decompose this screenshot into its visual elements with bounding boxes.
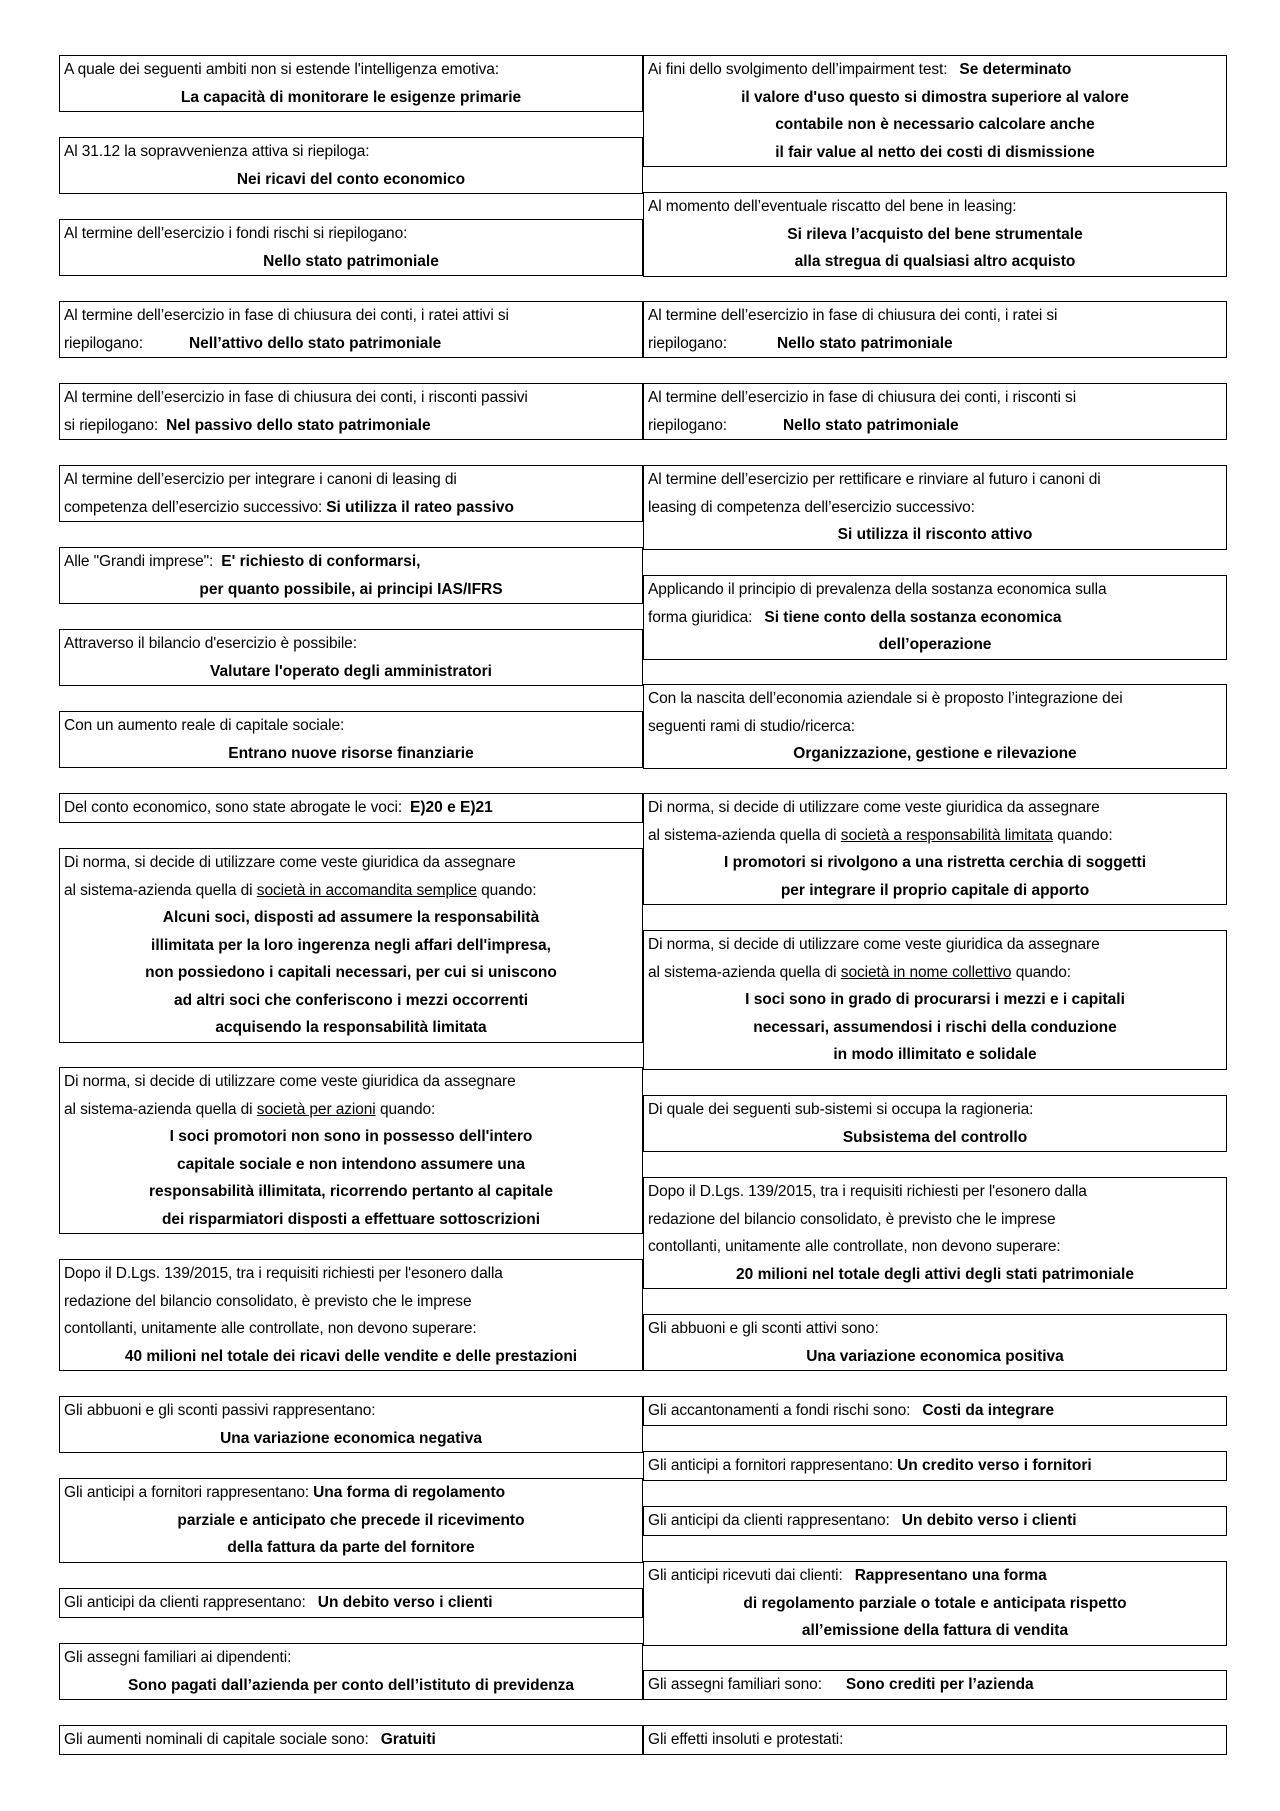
- answer-text: alla stregua di qualsiasi altro acquisto: [794, 253, 1076, 270]
- question-line: [644, 193, 1226, 221]
- answer-text: all’emissione della fattura di vendita: [801, 1622, 1069, 1639]
- answer-line: [644, 1590, 1226, 1618]
- question-line: [644, 794, 1226, 822]
- answer-text: Nel passivo dello stato patrimoniale: [166, 416, 431, 434]
- answer-text: il valore d'uso questo si dimostra superiore al valore: [741, 88, 1129, 106]
- qa-box: [59, 629, 643, 686]
- question-text: Gli accantonamenti a fondi rischi sono:: [648, 1402, 911, 1419]
- question-text: quando:: [1057, 826, 1113, 844]
- qa-box: [59, 1067, 643, 1234]
- answer-line: [644, 1343, 1226, 1371]
- qa-box: [643, 793, 1227, 905]
- qa-box: [643, 1095, 1227, 1152]
- question-line: [60, 630, 642, 658]
- question-text: Alle "Grandi imprese":: [64, 553, 214, 570]
- question-line: [644, 384, 1226, 412]
- answer-text: Nello stato patrimoniale: [263, 252, 439, 270]
- question-text: seguenti rami di studio/ricerca:: [648, 717, 856, 735]
- question-line: [644, 576, 1226, 604]
- answer-line: [644, 1041, 1226, 1069]
- question-line: [644, 1562, 1226, 1590]
- underlined-term: società a responsabilità limitata: [840, 826, 1053, 844]
- question-text: Di norma, si decide di utilizzare come veste giuridica da assegnare: [64, 854, 516, 871]
- answer-text: Sono pagati dall’azienda per conto dell’istituto di previdenza: [127, 1676, 575, 1694]
- qa-box: [643, 930, 1227, 1070]
- question-text: Gli assegni familiari sono:: [648, 1676, 822, 1693]
- question-text: Gli assegni familiari ai dipendenti:: [64, 1649, 292, 1666]
- question-line: [644, 1096, 1226, 1124]
- question-line: [60, 412, 642, 440]
- question-text: riepilogano:: [64, 334, 143, 352]
- answer-line: [60, 1507, 642, 1535]
- qa-box: [59, 55, 643, 112]
- question-line: [60, 138, 642, 166]
- answer-text: parziale e anticipato che precede il ricevimento: [177, 1511, 525, 1529]
- question-line: [644, 466, 1226, 494]
- answer-text: per quanto possibile, ai principi IAS/IFRS: [199, 580, 503, 598]
- question-line: [644, 1507, 1226, 1535]
- question-text: leasing di competenza dell’esercizio successivo:: [648, 498, 975, 516]
- question-text: Al termine dell’esercizio in fase di chiusura dei conti, i ratei attivi si: [64, 307, 509, 324]
- answer-line: [644, 1014, 1226, 1042]
- qa-box: [59, 1725, 643, 1755]
- question-line: [644, 494, 1226, 522]
- answer-line: [644, 1617, 1226, 1645]
- question-text: al sistema-azienda quella di: [64, 1100, 253, 1118]
- answer-text: Gratuiti: [380, 1731, 436, 1748]
- question-line: [60, 877, 642, 905]
- answer-text: Un debito verso i clienti: [317, 1594, 493, 1611]
- answer-text: capitale sociale e non intendono assumere una: [177, 1155, 525, 1173]
- qa-box: [643, 192, 1227, 277]
- qa-box: [643, 1314, 1227, 1371]
- answer-text: Si utilizza il risconto attivo: [837, 526, 1033, 543]
- qa-box: [643, 301, 1227, 358]
- qa-box: [59, 1396, 643, 1453]
- answer-text: Organizzazione, gestione e rilevazione: [793, 745, 1077, 762]
- answer-text: della fattura da parte del fornitore: [227, 1539, 475, 1556]
- qa-box: [643, 1725, 1227, 1755]
- question-line: [644, 1726, 1226, 1754]
- answer-line: [60, 1672, 642, 1700]
- question-text: Di norma, si decide di utilizzare come veste giuridica da assegnare: [648, 799, 1100, 816]
- answer-text: Si rileva l’acquisto del bene strumentale: [787, 225, 1083, 243]
- answer-text: Se determinato: [959, 61, 1072, 78]
- question-line: [60, 1288, 642, 1316]
- answer-text: acquisendo la responsabilità limitata: [215, 1019, 487, 1036]
- question-line: [60, 1260, 642, 1288]
- question-text: al sistema-azienda quella di: [648, 963, 837, 981]
- question-line: [60, 56, 642, 84]
- answer-text: Una variazione economica positiva: [806, 1347, 1064, 1365]
- question-line: [644, 1452, 1226, 1480]
- question-text: quando:: [1015, 963, 1072, 981]
- question-text: contollanti, unitamente alle controllate, non devono superare:: [648, 1238, 1061, 1255]
- question-text: Gli anticipi a fornitori rappresentano:: [648, 1457, 894, 1474]
- answer-line: [60, 1343, 642, 1371]
- answer-text: 40 milioni nel totale dei ricavi delle vendite e delle prestazioni: [124, 1347, 578, 1365]
- question-text: Con la nascita dell’economia aziendale si è proposto l’integrazione dei: [648, 690, 1123, 707]
- question-text: Con un aumento reale di capitale sociale:: [64, 717, 345, 734]
- answer-line: [644, 877, 1226, 905]
- question-text: Applicando il principio di prevalenza della sostanza economica sulla: [648, 581, 1107, 598]
- qa-box: [643, 575, 1227, 660]
- answer-text: E' richiesto di conformarsi,: [221, 553, 421, 570]
- qa-box: [643, 383, 1227, 440]
- qa-box: [59, 547, 643, 604]
- question-line: [644, 685, 1226, 713]
- answer-line: [644, 221, 1226, 249]
- question-text: Al termine dell’esercizio i fondi rischi si riepilogano:: [64, 225, 408, 242]
- question-line: [644, 604, 1226, 632]
- answer-text: responsabilità illimitata, ricorrendo pertanto al capitale: [149, 1183, 553, 1200]
- qa-box: [59, 1588, 643, 1618]
- question-line: [644, 302, 1226, 330]
- answer-text: Nei ricavi del conto economico: [236, 170, 466, 188]
- answer-line: [60, 1151, 642, 1179]
- question-text: Al termine dell’esercizio per rettificare e rinviare al futuro i canoni di: [648, 471, 1101, 488]
- qa-box: [59, 1478, 643, 1563]
- question-line: [644, 1671, 1226, 1699]
- question-text: Gli abbuoni e gli sconti attivi sono:: [648, 1320, 879, 1337]
- answer-text: Subsistema del controllo: [842, 1128, 1028, 1146]
- answer-text: 20 milioni nel totale degli attivi degli stati patrimoniale: [736, 1265, 1134, 1283]
- question-line: [60, 1589, 642, 1617]
- question-text: A quale dei seguenti ambiti non si estende l'intelligenza emotiva:: [64, 61, 499, 78]
- qa-box: [643, 1396, 1227, 1426]
- qa-box: [643, 1451, 1227, 1481]
- qa-box: [59, 711, 643, 768]
- answer-text: Un credito verso i fornitori: [897, 1457, 1092, 1474]
- question-text: riepilogano:: [648, 416, 727, 434]
- answer-line: [60, 84, 642, 112]
- question-line: [644, 822, 1226, 850]
- question-text: Gli anticipi da clienti rappresentano:: [64, 1594, 306, 1611]
- question-text: redazione del bilancio consolidato, è previsto che le imprese: [64, 1292, 472, 1310]
- answer-line: [644, 631, 1226, 659]
- question-text: redazione del bilancio consolidato, è previsto che le imprese: [648, 1210, 1056, 1228]
- answer-text: Una variazione economica negativa: [220, 1429, 482, 1447]
- qa-box: [643, 1177, 1227, 1289]
- answer-line: [60, 658, 642, 686]
- answer-text: il fair value al netto dei costi di dismissione: [775, 143, 1095, 161]
- answer-text: I soci sono in grado di procurarsi i mezzi e i capitali: [745, 991, 1125, 1008]
- answer-line: [644, 139, 1226, 167]
- answer-text: illimitata per la loro ingerenza negli affari dell'impresa,: [151, 936, 551, 954]
- qa-box: [59, 1259, 643, 1371]
- answer-line: [60, 959, 642, 987]
- answer-text: ad altri soci che conferiscono i mezzi occorrenti: [173, 991, 529, 1009]
- question-line: [60, 302, 642, 330]
- answer-text: Valutare l'operato degli amministratori: [210, 662, 492, 680]
- question-text: Gli anticipi ricevuti dai clienti:: [648, 1567, 843, 1584]
- question-line: [60, 1315, 642, 1343]
- answer-line: [644, 248, 1226, 276]
- answer-text: Una forma di regolamento: [313, 1484, 506, 1501]
- question-text: quando:: [379, 1100, 436, 1118]
- question-line: [644, 1397, 1226, 1425]
- answer-line: [60, 1123, 642, 1151]
- question-text: Al 31.12 la sopravvenienza attiva si riepiloga:: [64, 143, 370, 160]
- qa-box: [59, 137, 643, 194]
- question-line: [60, 794, 642, 822]
- answer-line: [60, 576, 642, 604]
- answer-line: [60, 1425, 642, 1453]
- qa-box: [643, 684, 1227, 769]
- question-text: Al termine dell’esercizio in fase di chiusura dei conti, i risconti si: [648, 389, 1077, 406]
- qa-box: [643, 1506, 1227, 1536]
- question-line: [644, 931, 1226, 959]
- question-text: Gli effetti insoluti e protestati:: [648, 1731, 844, 1748]
- question-text: quando:: [481, 881, 537, 899]
- question-text: Del conto economico, sono state abrogate le voci:: [64, 799, 403, 816]
- question-text: contollanti, unitamente alle controllate, non devono superare:: [64, 1320, 477, 1337]
- answer-text: Alcuni soci, disposti ad assumere la responsabilità: [162, 909, 540, 926]
- qa-box: [59, 1643, 643, 1700]
- question-text: Al termine dell’esercizio per integrare i canoni di leasing di: [64, 471, 457, 488]
- question-text: si riepilogano:: [64, 416, 159, 434]
- answer-text: Un debito verso i clienti: [901, 1512, 1077, 1529]
- answer-text: Entrano nuove risorse finanziarie: [228, 744, 474, 762]
- answer-line: [644, 521, 1226, 549]
- answer-line: [644, 986, 1226, 1014]
- question-text: al sistema-azienda quella di: [64, 881, 253, 899]
- answer-text: per integrare il proprio capitale di apporto: [780, 881, 1090, 899]
- question-line: [644, 56, 1226, 84]
- question-line: [60, 548, 642, 576]
- answer-line: [60, 166, 642, 194]
- answer-line: [60, 932, 642, 960]
- answer-text: Nello stato patrimoniale: [776, 334, 953, 352]
- answer-text: Costi da integrare: [922, 1402, 1055, 1419]
- answer-text: di regolamento parziale o totale e anticipata rispetto: [743, 1594, 1127, 1612]
- question-line: [60, 849, 642, 877]
- question-line: [60, 712, 642, 740]
- question-line: [644, 713, 1226, 741]
- question-line: [60, 330, 642, 358]
- answer-text: in modo illimitato e solidale: [833, 1046, 1037, 1063]
- answer-text: Si tiene conto della sostanza economica: [764, 608, 1062, 626]
- question-line: [60, 1397, 642, 1425]
- question-text: Gli anticipi da clienti rappresentano:: [648, 1512, 890, 1529]
- question-line: [60, 1726, 642, 1754]
- qa-box: [643, 1670, 1227, 1700]
- question-text: Al termine dell’esercizio in fase di chiusura dei conti, i ratei si: [648, 307, 1058, 324]
- question-text: riepilogano:: [648, 334, 727, 352]
- answer-line: [644, 849, 1226, 877]
- answer-line: [644, 1261, 1226, 1289]
- qa-box: [59, 848, 643, 1043]
- qa-box: [59, 219, 643, 276]
- answer-line: [644, 84, 1226, 112]
- question-text: al sistema-azienda quella di: [648, 826, 837, 844]
- question-line: [60, 384, 642, 412]
- question-line: [60, 1479, 642, 1507]
- question-line: [644, 1178, 1226, 1206]
- qa-box: [59, 383, 643, 440]
- question-text: Di norma, si decide di utilizzare come veste giuridica da assegnare: [648, 936, 1100, 953]
- question-line: [60, 1096, 642, 1124]
- answer-line: [60, 1534, 642, 1562]
- answer-text: I promotori si rivolgono a una ristretta cerchia di soggetti: [723, 854, 1146, 871]
- question-line: [60, 1644, 642, 1672]
- answer-line: [60, 904, 642, 932]
- answer-text: Si utilizza il rateo passivo: [326, 498, 514, 516]
- underlined-term: società per azioni: [256, 1100, 376, 1118]
- answer-text: non possiedono i capitali necessari, per cui si uniscono: [145, 964, 557, 981]
- question-text: Di quale dei seguenti sub-sistemi si occupa la ragioneria:: [648, 1101, 1034, 1118]
- qa-box: [59, 793, 643, 823]
- question-text: Al momento dell’eventuale riscatto del bene in leasing:: [648, 198, 1017, 215]
- question-text: forma giuridica:: [648, 608, 753, 626]
- underlined-term: società in accomandita semplice: [256, 881, 477, 899]
- underlined-term: società in nome collettivo: [840, 963, 1012, 981]
- question-text: Dopo il D.Lgs. 139/2015, tra i requisiti richiesti per l'esonero dalla: [648, 1183, 1087, 1200]
- question-line: [644, 959, 1226, 987]
- qa-box: [643, 1561, 1227, 1646]
- question-line: [644, 1233, 1226, 1261]
- question-line: [644, 1315, 1226, 1343]
- answer-text: I soci promotori non sono in possesso dell'intero: [169, 1128, 533, 1145]
- qa-box: [643, 465, 1227, 550]
- answer-line: [644, 740, 1226, 768]
- question-text: Ai fini dello svolgimento dell’impairment test:: [648, 61, 948, 78]
- question-line: [644, 412, 1226, 440]
- question-text: Di norma, si decide di utilizzare come veste giuridica da assegnare: [64, 1073, 516, 1090]
- question-text: Gli anticipi a fornitori rappresentano:: [64, 1484, 310, 1501]
- question-line: [60, 494, 642, 522]
- question-text: Attraverso il bilancio d'esercizio è possibile:: [64, 635, 357, 652]
- question-line: [644, 330, 1226, 358]
- answer-text: Nello stato patrimoniale: [782, 416, 959, 434]
- question-text: Gli aumenti nominali di capitale sociale sono:: [64, 1731, 369, 1748]
- answer-text: dell’operazione: [878, 636, 992, 653]
- question-line: [60, 1068, 642, 1096]
- answer-text: E)20 e E)21: [410, 799, 493, 816]
- answer-line: [60, 740, 642, 768]
- question-text: Dopo il D.Lgs. 139/2015, tra i requisiti richiesti per l'esonero dalla: [64, 1265, 503, 1282]
- question-text: competenza dell’esercizio successivo:: [64, 498, 323, 516]
- answer-line: [60, 1178, 642, 1206]
- answer-text: Sono crediti per l’azienda: [845, 1676, 1034, 1693]
- answer-line: [644, 1124, 1226, 1152]
- answer-line: [60, 248, 642, 276]
- qa-box: [59, 465, 643, 522]
- answer-text: Nell’attivo dello stato patrimoniale: [188, 334, 442, 352]
- answer-line: [60, 1014, 642, 1042]
- qa-box: [59, 301, 643, 358]
- question-text: Al termine dell’esercizio in fase di chiusura dei conti, i risconti passivi: [64, 389, 528, 406]
- qa-box: [643, 55, 1227, 167]
- answer-line: [60, 1206, 642, 1234]
- question-line: [60, 466, 642, 494]
- question-text: Gli abbuoni e gli sconti passivi rappresentano:: [64, 1402, 376, 1419]
- answer-line: [60, 987, 642, 1015]
- answer-text: dei risparmiatori disposti a effettuare sottoscrizioni: [161, 1210, 541, 1228]
- answer-text: necessari, assumendosi i rischi della conduzione: [753, 1018, 1117, 1036]
- answer-line: [644, 111, 1226, 139]
- answer-text: contabile non è necessario calcolare anche: [775, 116, 1095, 133]
- answer-text: Rappresentano una forma: [854, 1567, 1047, 1584]
- answer-text: La capacità di monitorare le esigenze primarie: [180, 88, 522, 106]
- question-line: [60, 220, 642, 248]
- question-line: [644, 1206, 1226, 1234]
